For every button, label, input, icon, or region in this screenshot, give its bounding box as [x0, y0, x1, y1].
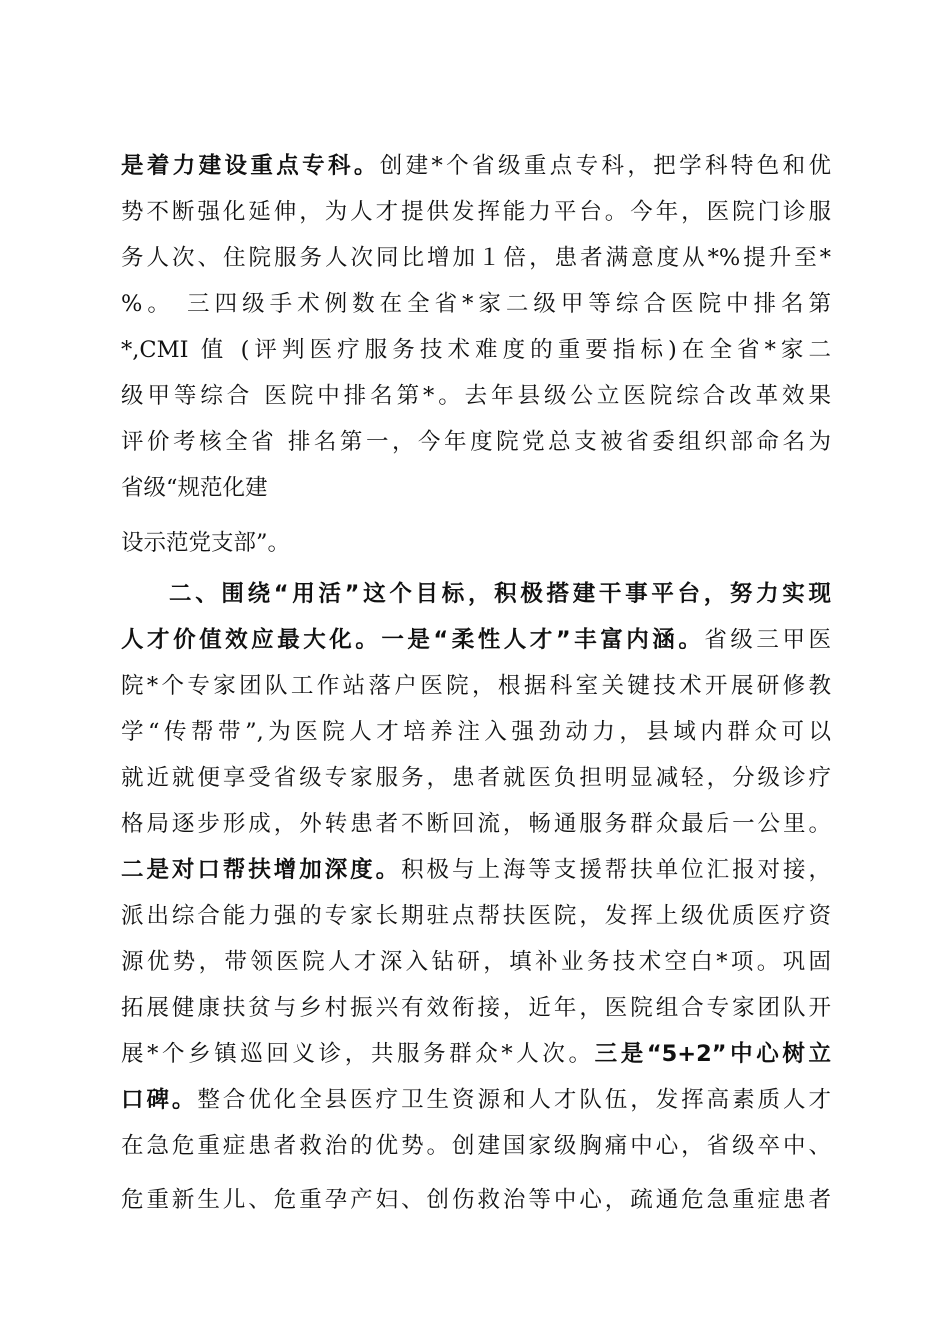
p2-line-1	[169, 579, 831, 609]
p2-subheading-2: 二是对口帮扶增加深度。	[121, 857, 402, 883]
p1-line-5: *,CMI 值 (评判医疗服务技术难度的重要指标)在全省*家二	[121, 337, 831, 363]
p2-line-5: 就近就便享受省级专家服务，患者就医负担明显减轻，分级诊疗	[121, 765, 831, 791]
p1-line-3: 务人次、住院服务人次同比增加１倍，患者满意度从*%提升至*	[121, 245, 831, 271]
p2-line-2	[121, 625, 831, 655]
p2-line-11-text: 展*个乡镇巡回义诊，共服务群众*人次。	[121, 1041, 595, 1067]
p2-subheading-3-end: 口碑。	[121, 1087, 198, 1113]
p2-subheading-3: 三是“5+2”中心树立	[594, 1041, 831, 1067]
p2-line-6: 格局逐步形成，外转患者不断回流，畅通服务群众最后一公里。	[121, 811, 831, 837]
p2-line-11	[121, 1039, 831, 1069]
p2-line-10: 拓展健康扶贫与乡村振兴有效衔接，近年，医院组合专家团队开	[121, 995, 831, 1021]
p1-line-1	[121, 151, 831, 181]
p1-line-8: 省级“规范化建	[121, 475, 268, 501]
p1-line-9: 设示范党支部”。	[121, 530, 291, 556]
p2-line-2-text: 省级三甲医	[704, 627, 831, 653]
p2-line-3: 院*个专家团队工作站落户医院，根据科室关键技术开展研修教	[121, 673, 831, 699]
p2-line-9: 源优势，带领医院人才深入钻研，填补业务技术空白*项。巩固	[121, 949, 831, 975]
p2-line-7	[121, 855, 831, 885]
p2-line-14: 危重新生儿、危重孕产妇、创伤救治等中心，疏通危急重症患者	[121, 1187, 831, 1213]
p2-heading-bold: 二、围绕“用活”这个目标，积极搭建干事平台，努力实现	[169, 581, 831, 607]
p1-line-4: %。 三四级手术例数在全省*家二级甲等综合医院中排名第	[121, 291, 831, 317]
p2-line-4: 学“传帮带”,为医院人才培养注入强劲动力，县域内群众可以	[121, 719, 831, 745]
p2-line-13: 在急危重症患者救治的优势。创建国家级胸痛中心，省级卒中、	[121, 1133, 831, 1159]
p1-line-7: 评价考核全省 排名第一，今年度院党总支被省委组织部命名为	[121, 429, 831, 455]
p1-line-2: 势不断强化延伸，为人才提供发挥能力平台。今年，医院门诊服	[121, 199, 831, 225]
p2-line-12-text: 整合优化全县医疗卫生资源和人才队伍，发挥高素质人才	[197, 1087, 831, 1113]
p1-line-6: 级甲等综合 医院中排名第*。去年县级公立医院综合改革效果	[121, 383, 831, 409]
p2-line-8: 派出综合能力强的专家长期驻点帮扶医院，发挥上级优质医疗资	[121, 903, 831, 929]
p2-subheading-1: 人才价值效应最大化。一是“柔性人才”丰富内涵。	[121, 627, 705, 653]
p1-heading-bold: 是着力建设重点专科。	[121, 153, 380, 179]
p2-line-7-text: 积极与上海等支援帮扶单位汇报对接，	[401, 857, 831, 883]
p1-line-1-text: 创建*个省级重点专科，把学科特色和优	[379, 153, 831, 179]
p2-line-12	[121, 1085, 831, 1115]
